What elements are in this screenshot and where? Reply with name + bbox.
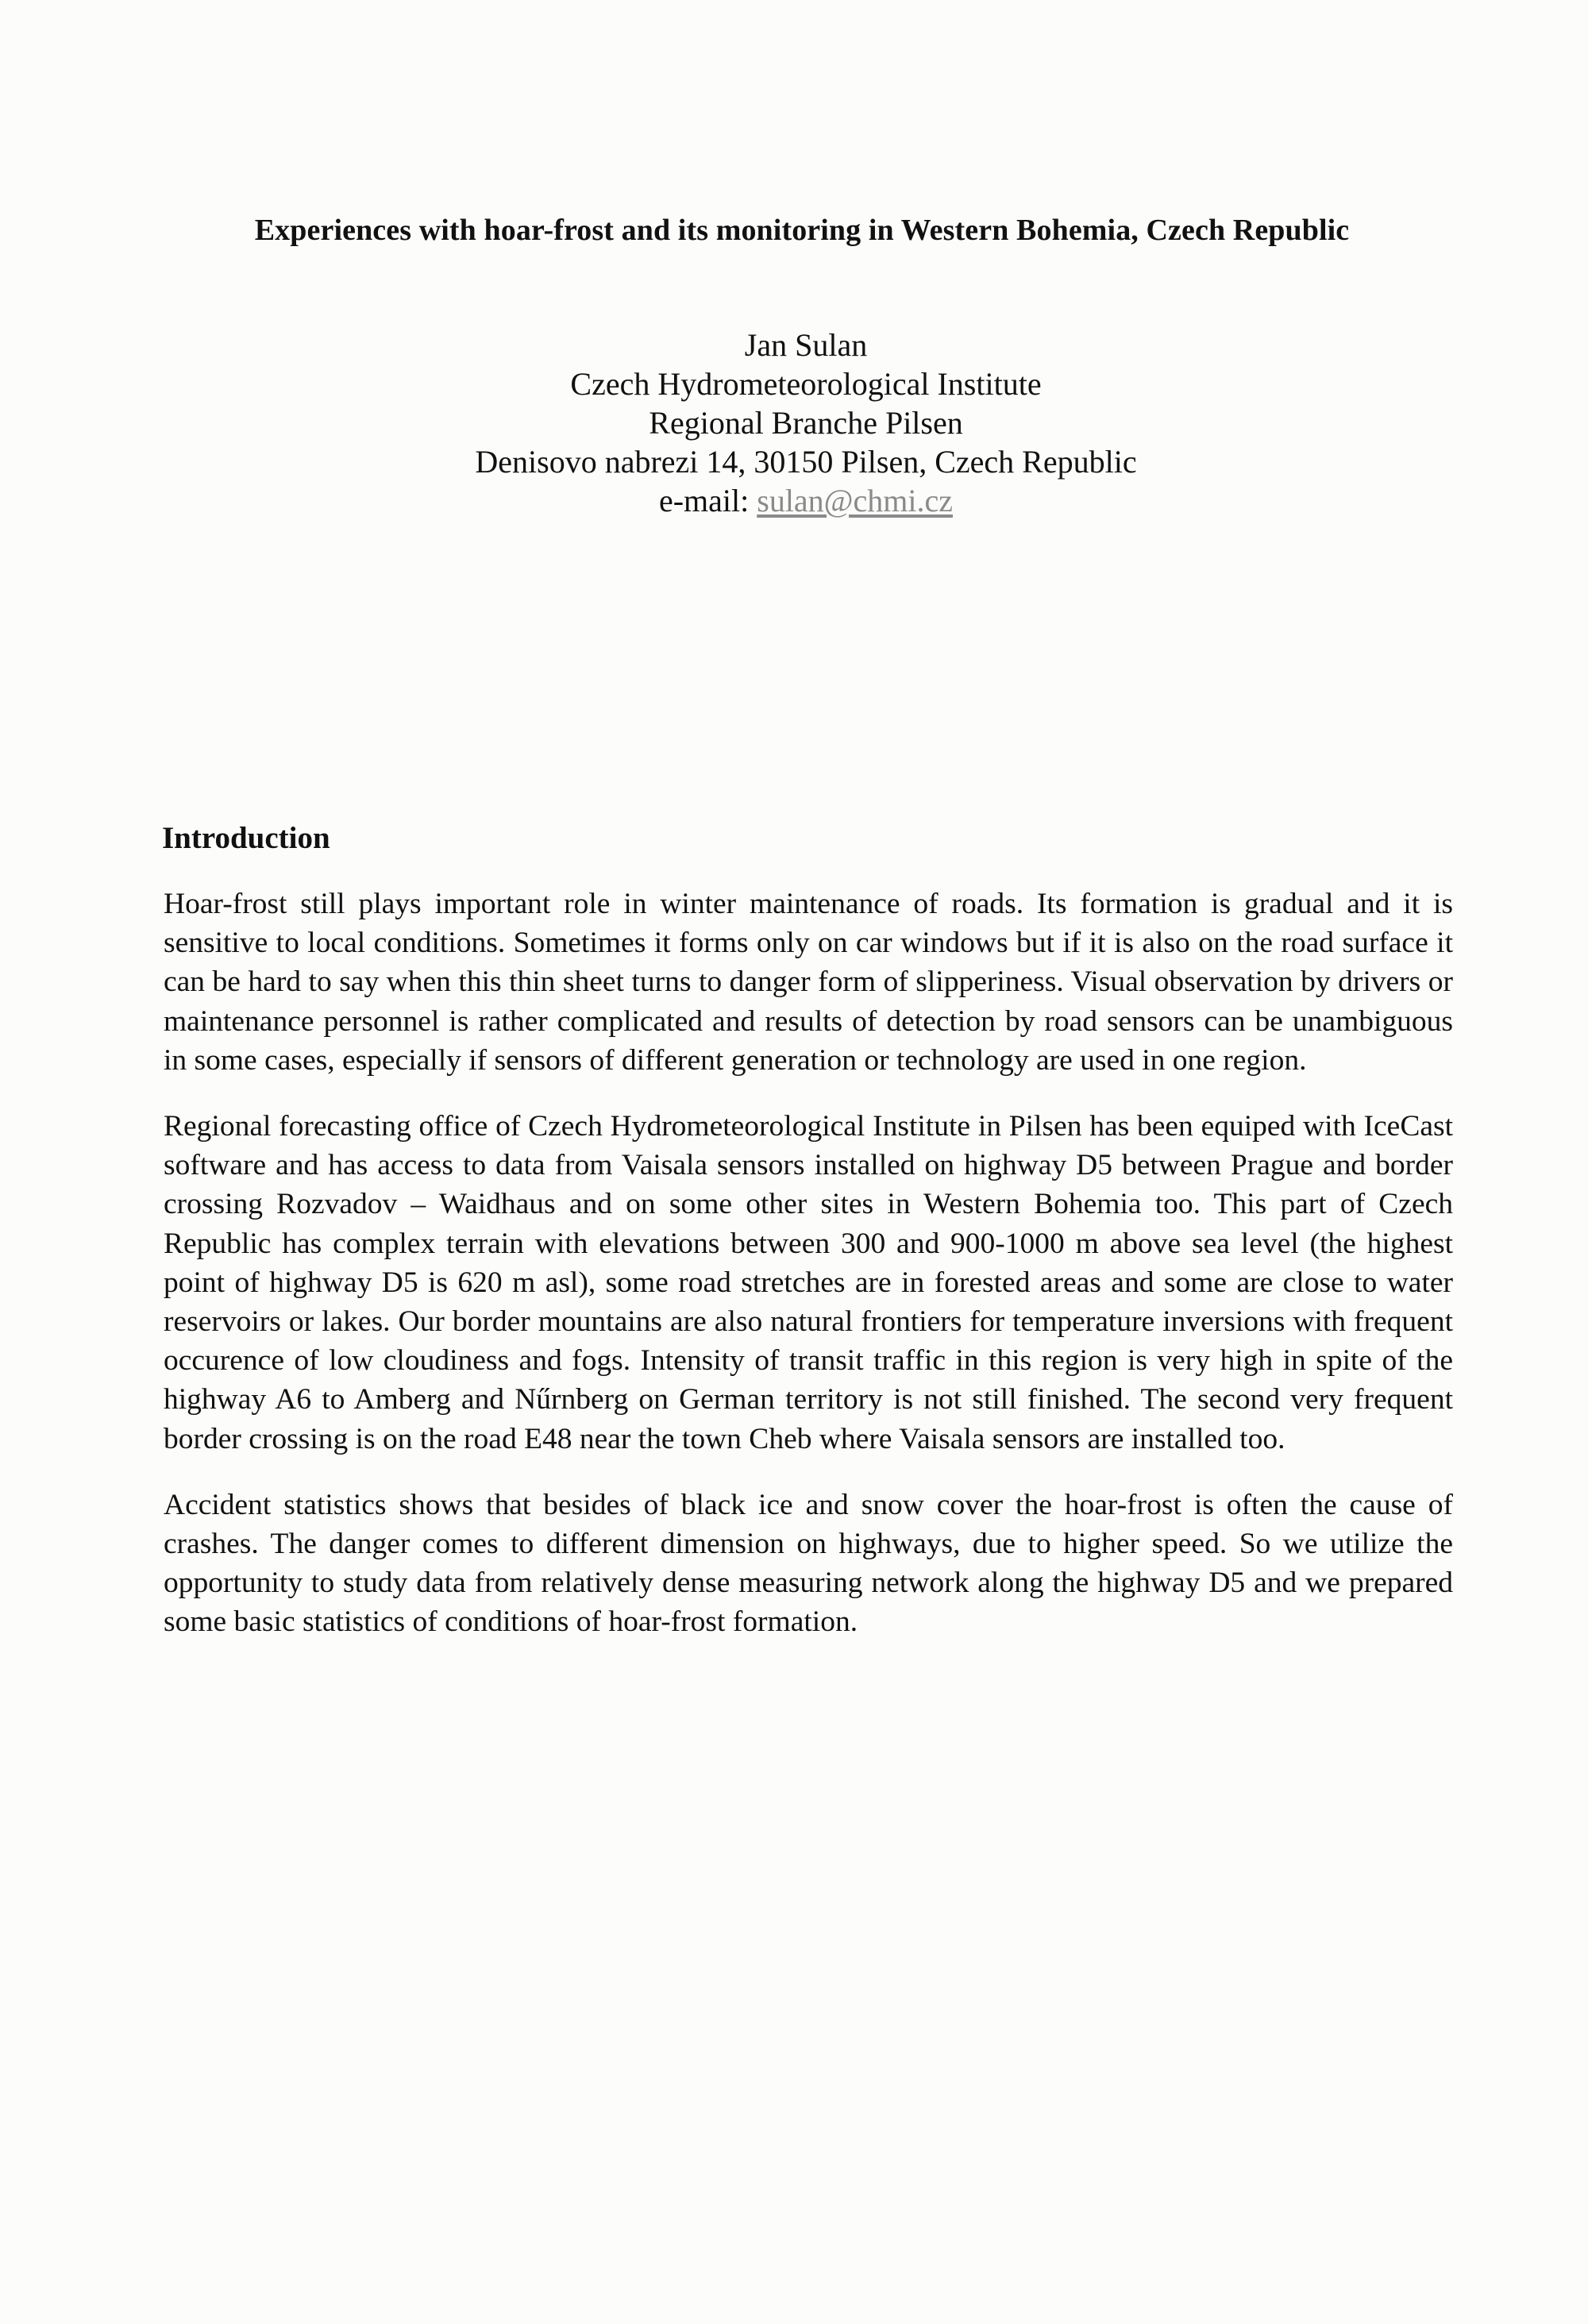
introduction-body <box>164 885 1453 1669</box>
author-block <box>0 326 1588 520</box>
paragraph: Accident statistics shows that besides of black ice and snow cover the hoar-frost is often the cause of crashes. The danger comes to different dimension on highways, due to higher speed. So we utilize the opportunity to study data from relatively dense measuring network along the highway D5 and we prepared some basic statistics of conditions of hoar-frost formation. <box>164 1488 1453 1639</box>
author-branch: Regional Branche Pilsen <box>649 405 963 441</box>
paper-title: Experiences with hoar-frost and its monitoring in Western Bohemia, Czech Republic <box>254 214 1350 247</box>
author-institute: Czech Hydrometeorological Institute <box>570 366 1042 402</box>
author-email-line <box>0 481 1588 520</box>
paragraph: Regional forecasting office of Czech Hydrometeorological Institute in Pilsen has been equiped with IceCast software and has access to data from Vaisala sensors installed on highway D5 between Prague and border crossing Rozvadov – Waidhaus and on some other sites in Western Bohemia too. This part of Czech Republic has complex terrain with elevations between 300 and 900-1000 m above sea level (the highest point of highway D5 is 620 m asl), some road stretches are in forested areas and some are close to water reservoirs or lakes. Our border mountains are also natural frontiers for temperature inversions with frequent occurence of low cloudiness and fogs. Intensity of transit traffic in this region is very high in spite of the highway A6 to Amberg and Nűrnberg on German territory is not still finished. The second very frequent border crossing is on the road E48 near the town Cheb where Vaisala sensors are installed too. <box>164 1110 1453 1455</box>
email-link[interactable]: sulan@chmi.cz <box>757 483 954 518</box>
email-label: e-mail: <box>658 483 750 518</box>
author-address: Denisovo nabrezi 14, 30150 Pilsen, Czech Republic <box>475 444 1137 480</box>
author-name: Jan Sulan <box>744 327 868 363</box>
paragraph: Hoar-frost still plays important role in winter maintenance of roads. Its formation is gradual and it is sensitive to local conditions. Sometimes it forms only on car windows but if it is also on the road surface it can be hard to say when this thin sheet turns to danger form of slipperiness. Visual observation by drivers or maintenance personnel is rather complicated and results of detection by road sensors can be unambiguous in some cases, especially if sensors of different generation or technology are used in one region. <box>164 888 1453 1077</box>
section-heading-introduction: Introduction <box>162 821 330 855</box>
